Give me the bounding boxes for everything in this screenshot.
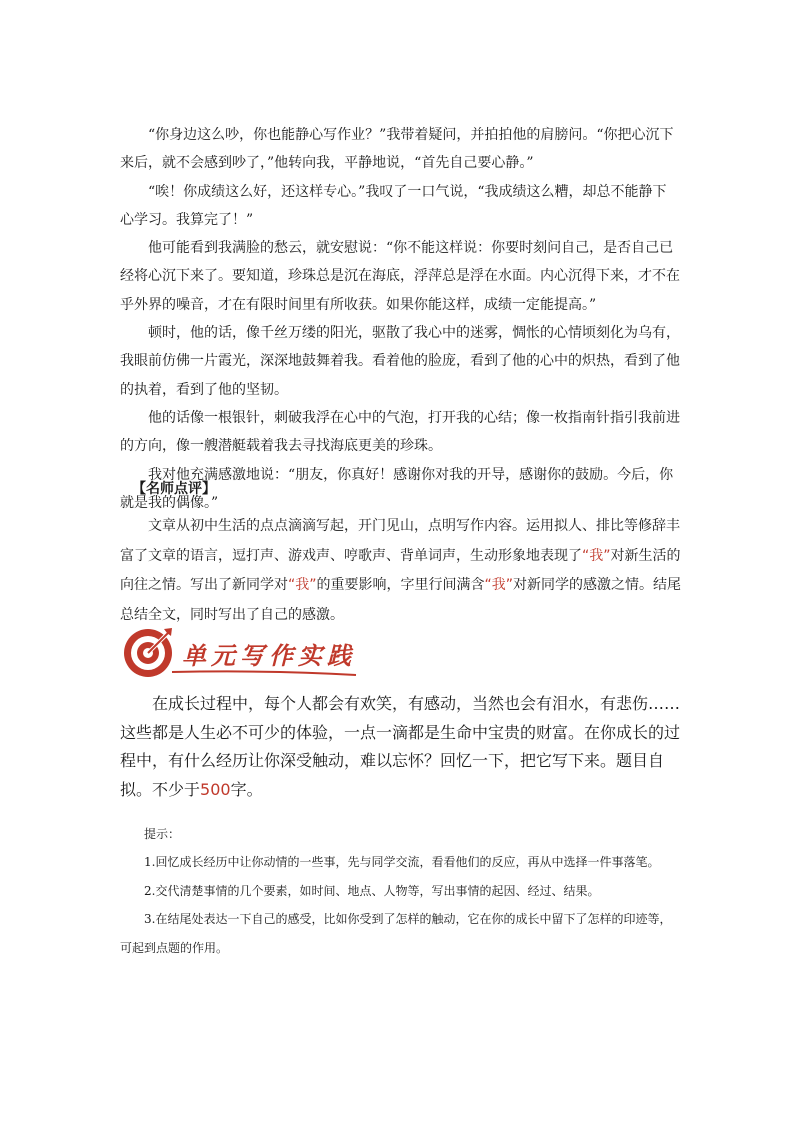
story-paragraph: “你身边这么吵，你也能静心写作业？”我带着疑问，并拍拍他的肩膀问。“你把心沉下来后，就不会感到吵了，”他转向我，平静地说，“首先自己要心静。” [120, 127, 674, 172]
word-count-unit: 字。 [230, 779, 263, 799]
story-paragraph: 他的话像一根银针，刺破我浮在心中的气泡，打开我的心结；像一枚指南针指引我前进的方向，像一艘潜艇载着我去寻找海底更美的珍珠。 [120, 409, 680, 455]
prompt-text: 在成长过程中，每个人都会有欢笑，有感动，当然也会有泪水，有悲伤……这些都是人生必不可少的体验，一点一滴都是生命中宝贵的财富。在你成长的过程中，有什么经历让你深受触动，难以忘怀？回忆一下，把它写下来。题目自拟。不少于 [120, 694, 681, 799]
story-paragraph: 顿时，他的话，像千丝万缕的阳光，驱散了我心中的迷雾，惆怅的心情顷刻化为乌有，我眼前仿佛一片霞光，深深地鼓舞着我。看着他的脸庞，看到了他的心中的炽热，看到了他的执着，看到了他的坚韧。 [120, 325, 680, 398]
comment-quote: “我” [582, 547, 611, 564]
tip-item: 1.回忆成长经历中让你动情的一些事，先与同学交流，看看他们的反应，再从中选择一件事落笔。 [144, 855, 660, 869]
writing-prompt [120, 690, 690, 804]
writing-prompt-paragraph [120, 690, 690, 804]
word-count: 500 [200, 779, 231, 799]
section-banner [120, 625, 360, 681]
teacher-comment-title: 【名师点评】 [132, 481, 216, 497]
section-title: 单元写作实践 [182, 641, 356, 670]
comment-text: 对新生活的向往之情。写出了新同学对 [120, 547, 681, 593]
tip-item: 2.交代清楚事情的几个要素，如时间、地点、人物等，写出事情的起因、经过、结果。 [144, 883, 600, 898]
comment-text: 对新同学的感激之情。结尾总结全文，同时写出了自己的感激。 [120, 577, 682, 623]
comment-quote: “我” [484, 577, 514, 593]
comment-text: 文章从初中生活的点点滴滴写起，开门见山，点明写作内容。运用拟人、排比等修辞丰富了文章的语言，逗打声、游戏声、哼歌声、背单词声，生动形象地表现了 [120, 518, 680, 564]
teacher-comment-paragraph [120, 512, 682, 630]
teacher-comment [120, 512, 682, 630]
story-paragraph: 我对他充满感激地说：“朋友，你真好！感谢你对我的开导，感谢你的鼓励。今后，你就是我的偶像。” [120, 466, 674, 511]
tips-label: 提示： [144, 827, 181, 841]
comment-text: 的重要影响，字里行间满含 [316, 577, 485, 593]
comment-quote: “我” [288, 577, 317, 593]
story-paragraph: 他可能看到我满脸的愁云，就安慰说：“你不能这样说：你要时刻问自己，是否自己已经将心沉下来了。要知道，珍珠总是沉在海底，浮萍总是浮在水面。内心沉得下来，才不在乎外界的噪音，才在有限时间里有所收获。如果你能这样，成绩一定能提高。” [120, 240, 680, 313]
story-paragraph: “唉！你成绩这么好，还这样专心。”我叹了一口气说，“我成绩这么糟，却总不能静下心学习。我算完了！” [120, 183, 667, 228]
target-arrow-icon [124, 628, 172, 677]
tips-section [120, 820, 680, 962]
tip-item: 3.在结尾处表达一下自己的感受，比如你受到了怎样的触动，它在你的成长中留下了怎样的印迹等，可起到点题的作用。 [120, 912, 672, 955]
story-excerpt [120, 121, 680, 517]
banner-underline [172, 671, 356, 675]
